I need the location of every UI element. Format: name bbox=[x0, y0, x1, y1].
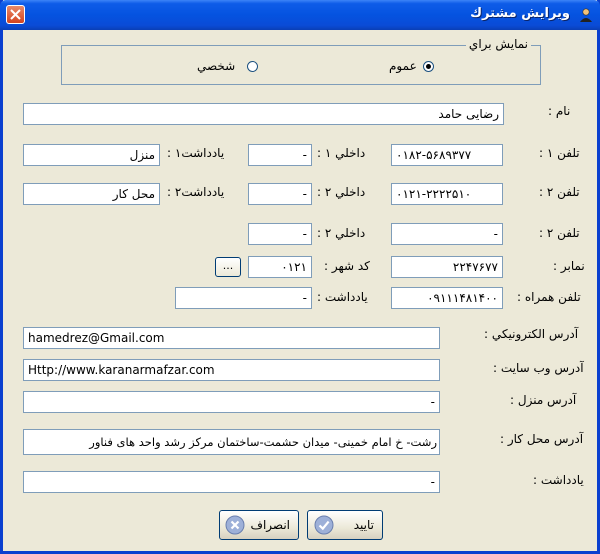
mobile-field[interactable]: ۰۹۱۱۱۴۸۱۴۰۰ bbox=[391, 287, 503, 309]
cancel-icon bbox=[225, 515, 245, 535]
mobile-note-field[interactable]: - bbox=[175, 287, 312, 309]
website-label: آدرس وب سايت : bbox=[493, 361, 584, 375]
display-for-group bbox=[61, 45, 541, 85]
close-button[interactable] bbox=[6, 5, 25, 24]
area-code-field[interactable]: ۰۱۲۱ bbox=[248, 256, 312, 278]
phone2-label: تلفن ۲ : bbox=[539, 185, 580, 199]
window-title: ويرايش مشترك bbox=[470, 6, 570, 21]
area-code-label: كد شهر : bbox=[324, 259, 370, 273]
phone1-label: تلفن ۱ : bbox=[539, 146, 580, 160]
work-address-field[interactable]: رشت- خ امام خمینی- میدان حشمت-ساختمان مركز رشد واحد های فناور bbox=[23, 429, 440, 455]
notes-label: يادداشت : bbox=[533, 473, 584, 487]
cancel-button[interactable] bbox=[219, 510, 299, 540]
ext3-label: داخلي ۲ : bbox=[317, 226, 366, 240]
ext1-field[interactable]: - bbox=[248, 144, 312, 166]
radio-private[interactable] bbox=[247, 61, 258, 72]
note2-label: يادداشت۲ : bbox=[167, 185, 225, 199]
mobile-label: تلفن همراه : bbox=[517, 290, 581, 304]
name-field[interactable]: رضايی حامد bbox=[23, 103, 504, 125]
phone3-label: تلفن ۲ : bbox=[539, 226, 580, 240]
confirm-button[interactable] bbox=[307, 510, 383, 540]
phone1-field[interactable]: ۰۱۸۲-۵۶۸۹۳۷۷ bbox=[391, 144, 503, 166]
fax-label: نمابر : bbox=[553, 259, 585, 273]
radio-public-label: عموم bbox=[389, 59, 417, 73]
name-label: نام : bbox=[548, 104, 571, 118]
website-field[interactable]: Http://www.karanarmafzar.com bbox=[23, 359, 440, 381]
display-for-legend: نمايش براي bbox=[466, 37, 531, 51]
check-icon bbox=[314, 515, 334, 535]
email-label: آدرس الكترونيكي : bbox=[484, 327, 579, 341]
confirm-button-label: تاييد bbox=[353, 518, 374, 532]
title-bar[interactable] bbox=[0, 0, 600, 30]
fax-field[interactable]: ۲۲۴۷۶۷۷ bbox=[391, 256, 503, 278]
home-address-field[interactable]: - bbox=[23, 391, 440, 413]
email-field[interactable]: hamedrez@Gmail.com bbox=[23, 327, 440, 349]
note1-field[interactable]: منزل bbox=[23, 144, 160, 166]
cancel-button-label: انصراف bbox=[250, 518, 290, 532]
radio-public[interactable] bbox=[423, 61, 434, 72]
notes-field[interactable]: - bbox=[23, 471, 440, 493]
close-icon bbox=[10, 9, 21, 20]
phone2-field[interactable]: ۰۱۲۱-۲۲۲۲۵۱۰ bbox=[391, 183, 503, 205]
work-address-label: آدرس محل كار : bbox=[500, 432, 584, 446]
phone3-field[interactable]: - bbox=[391, 223, 503, 245]
user-icon bbox=[578, 7, 594, 23]
ext3-field[interactable]: - bbox=[248, 223, 312, 245]
home-address-label: آدرس منزل : bbox=[510, 393, 577, 407]
mobile-note-label: يادداشت : bbox=[317, 290, 368, 304]
note1-label: يادداشت۱ : bbox=[167, 146, 225, 160]
radio-private-label: شخصي bbox=[197, 59, 236, 73]
area-code-browse-button[interactable]: ... bbox=[215, 257, 241, 277]
ext2-field[interactable]: - bbox=[248, 183, 312, 205]
note2-field[interactable]: محل كار bbox=[23, 183, 160, 205]
ext1-label: داخلي ۱ : bbox=[317, 146, 366, 160]
ext2-label: داخلي ۲ : bbox=[317, 185, 366, 199]
